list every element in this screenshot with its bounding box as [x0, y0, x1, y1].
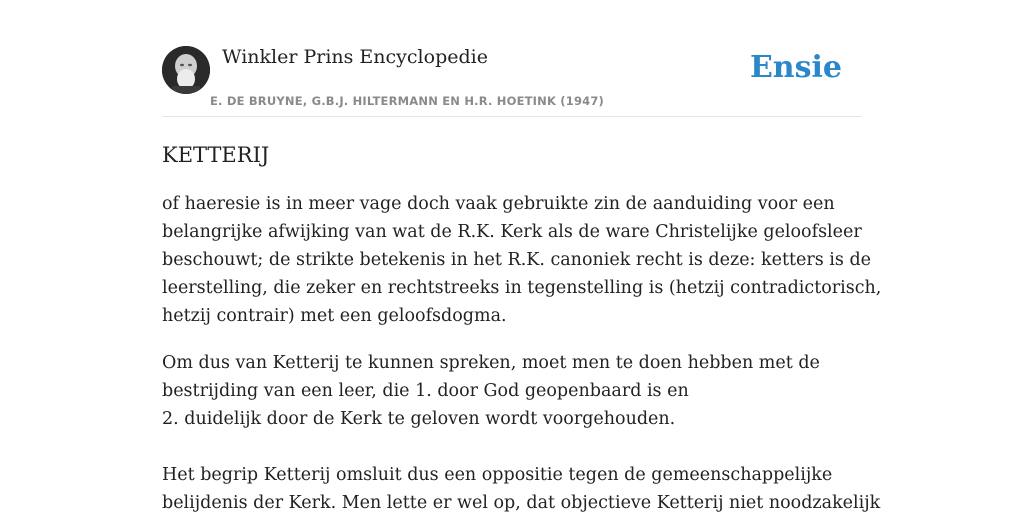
paragraph-line: of haeresie is in meer vage doch vaak gebruikte zin de aanduiding voor een — [162, 194, 835, 214]
paragraph-line: 2. duidelijk door de Kerk te geloven wordt voorgehouden. — [162, 409, 676, 429]
paragraph-line: leerstelling, die zeker en rechtstreeks in tegenstelling is (hetzij contradictorisch, — [162, 278, 882, 298]
paragraph-line: belangrijke afwijking van wat de R.K. Kerk als de ware Christelijke geloofsleer — [162, 222, 862, 242]
paragraph-line: belijdenis der Kerk. Men lette er wel op, dat objectieve Ketterij niet noodzakelijk — [162, 493, 881, 512]
paragraph-line: bestrijding van een leer, die 1. door God geopenbaard is en — [162, 381, 689, 401]
article — [162, 140, 882, 512]
portrait-image — [162, 46, 210, 94]
publication-header — [162, 46, 862, 117]
publication-title[interactable]: Winkler Prins Encyclopedie — [222, 46, 488, 68]
article-paragraph — [162, 349, 862, 433]
article-headword: KETTERIJ — [162, 143, 270, 167]
author-avatar[interactable] — [162, 46, 210, 94]
authors-line: E. DE BRUYNE, G.B.J. HILTERMANN EN H.R. HOETINK (1947) — [210, 94, 605, 108]
ensie-logo[interactable]: Ensie — [749, 50, 842, 85]
paragraph-line: beschouwt; de strikte betekenis in het R.K. canoniek recht is deze: ketters is de — [162, 250, 871, 270]
paragraph-line: hetzij contrair) met een geloofsdogma. — [162, 306, 507, 326]
paragraph-line: Het begrip Ketterij omsluit dus een oppositie tegen de gemeenschappelijke — [162, 465, 833, 485]
article-paragraph — [162, 461, 881, 512]
paragraph-line: Om dus van Ketterij te kunnen spreken, moet men te doen hebben met de — [162, 353, 820, 373]
article-paragraph — [162, 190, 882, 330]
